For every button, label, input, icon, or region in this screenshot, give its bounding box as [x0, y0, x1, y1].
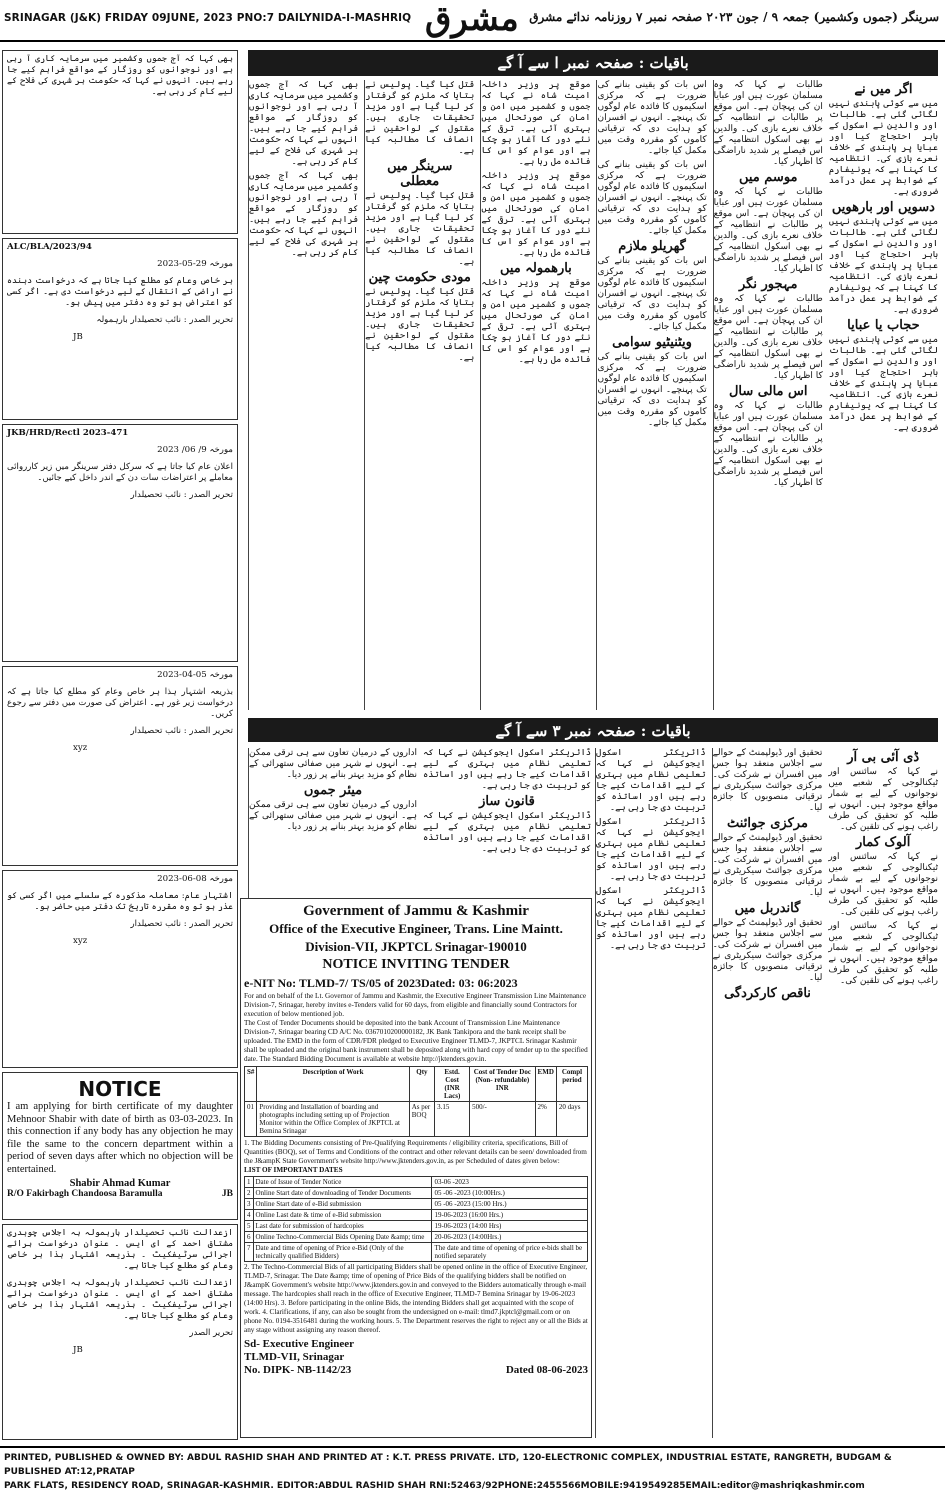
article-text: نے کہا کہ سائنس اور ٹیکنالوجی کے شعبے میں نوجوانوں کے لیے بے شمار مواقع موجود ہیں۔ انہوں نے طلبہ کو تحقیق کی طرف راغب ہونے کی تلقین کی۔	[828, 767, 938, 832]
tender-office-title: Office of the Executive Engineer, Trans. Line Maintt.	[269, 921, 563, 936]
article-text: ڈائریکٹر اسکول ایجوکیشن نے کہا کہ تعلیمی نظام میں بہتری کے لیے اقدامات کیے جا رہے ہیں اور اساتذہ کو تربیت دی جا رہی ہے۔	[423, 811, 591, 854]
article-heading: گاندربل میں	[734, 901, 801, 916]
english-notice	[2, 1072, 238, 1220]
table-cell: Online Start date of e-Bid submission	[253, 1199, 432, 1210]
article-column	[828, 748, 938, 1438]
notice-body: ازعدالت نائب تحصیلدار بارہمولہ بہ اجلاس چوہدری مشتاق احمد کے ای ایس ۔ عنوان درخواست برائے اجرائی سرٹیفکیٹ ۔ بذریعہ اشتہار ہذا ہر خاص وعام کو مطلع کیا جاتا ہے۔	[7, 1228, 233, 1271]
table-cell: As per BOQ	[409, 1102, 434, 1137]
table-header-cell: Qty	[409, 1067, 434, 1102]
notice-body: اعلان عام کیا جاتا ہے کہ سرکل دفتر سرینگر میں زیر کارروائی معاملے پر اعتراضات سات دن کے اندر داخل کیے جائیں۔	[7, 462, 233, 483]
article-text: طالبات نے کہا کہ وہ مسلمان عورت ہیں اور عبایا ان کی پہچان ہے۔ اس موقع پر طالبات نے انتظامیہ کے خلاف نعرے بازی کی۔ والدین نے بھی اسکول انتظامیہ کے اس فیصلے پر شدید ناراضگی کا اظہار کیا۔	[713, 80, 823, 167]
article-heading: بارھمولہ میں	[499, 261, 572, 276]
tender-notice	[240, 898, 592, 1438]
notice-sign: JB	[221, 1189, 233, 1199]
newspaper-masthead: مشرق	[425, 0, 519, 39]
notice-body: بذریعہ اشتہار ہذا ہر خاص وعام کو مطلع کیا جاتا ہے کہ درخواست زیر غور ہے۔ اعتراض کی صورت میں دفتر سے رجوع کریں۔	[7, 687, 233, 719]
continuation-banner-top: باقیات : صفحہ نمبر ا سے آ گے	[248, 50, 938, 76]
tender-enit-number: e-NIT No: TLMD-7/ TS/05 of 2023Dated: 03: 06:2023	[244, 976, 518, 990]
table-header-cell: EMD	[535, 1067, 556, 1102]
article-text: طالبات نے کہا کہ وہ مسلمان عورت ہیں اور عبایا ان کی پہچان ہے۔ اس موقع پر طالبات نے انتظامیہ کے خلاف نعرے بازی کی۔ والدین نے بھی اسکول انتظامیہ کے اس فیصلے پر شدید ناراضگی کا اظہار کیا۔	[713, 294, 823, 381]
table-header-cell: Cost of Tender Doc (Non- refundable) INR	[470, 1067, 535, 1102]
footer-line-1: PRINTED, PUBLISHED & OWNED BY: ABDUL RASHID SHAH AND PRINTED AT : K.T. PRESS PRIVATE. LTD, 120-ELECTRONIC COMPLEX, INDUSTRIAL ESTATE, RANGRETH, BUDGAM & PUBLISHED AT:12,PRATAP	[4, 1453, 892, 1477]
table-row	[245, 1221, 588, 1232]
article-heading: اس مالی سال	[728, 384, 808, 399]
notice-dated: مورخہ 05-04-2023	[157, 670, 233, 680]
article-text: قتل کیا گیا۔ پولیس نے بتایا کہ ملزم کو گرفتار کر لیا گیا ہے اور مزید تحقیقات جاری ہیں۔ مقتول کے لواحقین نے انصاف کا مطالبہ کیا ہے۔	[365, 191, 475, 267]
article-heading: گھریلو ملازم	[618, 239, 686, 254]
article-heading: موسم میں	[738, 170, 798, 185]
notice-box	[2, 1224, 238, 1440]
notice-dated: مورخہ 08-06-2023	[157, 874, 233, 884]
notice-body: اشتہار عام: معاملہ مذکورہ کے سلسلے میں اگر کسی کو عذر ہو تو وہ مقررہ تاریخ تک دفتر میں حاضر ہو۔	[7, 891, 233, 912]
header-date-line: SRINAGAR (J&K) FRIDAY 09JUNE, 2023 PNO:7 DAILYNIDA-I-MASHRIQ	[4, 12, 412, 24]
article-column	[248, 748, 417, 898]
article-heading: ڈی آئی بی آر	[847, 750, 920, 765]
mid-article-columns-left	[248, 748, 591, 898]
table-cell: Online Techno-Commercial Bids Opening Date &amp; time	[253, 1232, 432, 1243]
article-text: موقع پر وزیر داخلہ امیت شاہ نے کہا کہ جموں و کشمیر میں امن و امان کی صورتحال میں بہتری آئی ہے۔ ترقی کے نئے دور کا آغاز ہو چکا ہے اور عوام کو اس کا فائدہ مل رہا ہے۔	[481, 278, 591, 365]
notice-officer: تحریر الصدر : نائب تحصیلدار	[130, 490, 233, 500]
article-heading: مودی حکومت چین	[368, 270, 471, 285]
table-row	[245, 1210, 588, 1221]
article-text: میں سے کوئی پابندی نہیں لگائی گئی ہے۔ طالبات اور والدین نے اسکول کے باہر احتجاج کیا اور عبایا پر پابندی کے خلاف نعرے بازی کی۔ انتظامیہ کا کہنا ہے کہ یونیفارم کے ضوابط پر عمل درآمد ضروری ہے۔	[828, 99, 938, 197]
notice-dated: مورخہ 9/ 06/ 2023	[157, 445, 233, 455]
article-text: اس بات کو یقینی بنانے کی ضرورت ہے کہ مرکزی اسکیموں کا فائدہ عام لوگوں تک پہنچے۔ انہوں نے افسران کو ہدایت دی کہ ترقیاتی کاموں کو مقررہ وقت میں مکمل کیا جائے۔	[597, 80, 707, 156]
article-text: اس بات کو یقینی بنانے کی ضرورت ہے کہ مرکزی اسکیموں کا فائدہ عام لوگوں تک پہنچے۔ انہوں نے افسران کو ہدایت دی کہ ترقیاتی کاموں کو مقررہ وقت میں مکمل کیا جائے۔	[597, 160, 707, 236]
header-urdu-date-line: سرینگر (جموں وکشمیر) جمعہ ۹ / جون ۲۰۲۳ صفحہ نمبر ۷ روزنامہ ندائے مشرق	[529, 10, 939, 24]
table-row	[245, 1243, 588, 1262]
article-heading: میئر جموں	[303, 783, 363, 798]
article-column	[596, 80, 706, 710]
notice-address-line	[7, 1189, 233, 1199]
notice-body: I am applying for birth certificate of my daughter Mehnoor Shabir with date of birth as 03-03-2023. In this connection if any body has any objection he may file the same to the concern department within a period of seven days after which no objection will be entertained.	[7, 1101, 233, 1175]
table-cell: 4	[245, 1210, 254, 1221]
tender-ref-date: Dated 08-06-2023	[505, 1364, 588, 1376]
tender-dates-title: LIST OF IMPORTANT DATES	[244, 1166, 343, 1174]
tender-signatory-office: TLMD-VII, Srinagar	[244, 1351, 345, 1363]
notice-officer: تحریر الصدر	[189, 1328, 233, 1338]
article-text: ڈائریکٹر اسکول ایجوکیشن نے کہا کہ تعلیمی نظام میں بہتری کے لیے اقدامات کیے جا رہے ہیں اور اساتذہ کو تربیت دی جا رہی ہے۔	[423, 748, 591, 791]
notice-address: R/O Fakirbagh Chandoosa Baramulla	[7, 1189, 163, 1199]
article-text: بھی کہا کہ آج جموں وکشمیر میں سرمایہ کاری آ رہی ہے اور نوجوانوں کو روزگار کے مواقع فراہم کیے جا رہے ہیں۔ انہوں نے کہا کہ حکومت ہر شہری کی فلاح کے لیے کام کر رہی ہے۔	[248, 80, 359, 167]
article-heading: مرکزی جوائنٹ	[727, 816, 808, 831]
tender-para-2: 2. The Techno-Commercial Bids of all participating Bidders shall be opened online in the office of Executive Engineer, TLMD-7, Srinagar. The Date &amp; time of opening of Price Bids of the qualifying bidders shall be notified on J&ampK Government's website http://www.jktenders.gov.in and conveyed to the Bidders automatically through e-mail message. The hardcopies shall reach in the office of Executive Engineer, TLMD-7 Bemina Srinagar by 19-06-2023 (14:00 Hrs). 3. Before participating in the online Bids, the intending Bidders shall get acquainted with the scope of work. 4. Clarifications, if any, can also be sought from the undersigned on e-mail: tlmd7.jkptcl@gmail.com or on phone No. 0194-3516481 during the working hours. 5. The Department reserves the right to reject any or all the Bids at any stage without assigning any reason thereof.	[244, 1263, 588, 1334]
article-text: طالبات نے کہا کہ وہ مسلمان عورت ہیں اور عبایا ان کی پہچان ہے۔ اس موقع پر طالبات نے انتظامیہ کے خلاف نعرے بازی کی۔ والدین نے بھی اسکول انتظامیہ کے اس فیصلے پر شدید ناراضگی کا اظہار کیا۔	[713, 401, 823, 488]
table-cell: 19-06-2023 (14:00 Hrs)	[432, 1221, 588, 1232]
tender-dates-table	[244, 1176, 588, 1262]
notice-box	[2, 424, 238, 662]
table-header-cell: Estd. Cost (INR Lacs)	[435, 1067, 470, 1102]
page-footer	[0, 1446, 945, 1491]
notice-ref: ALC/BLA/2023/94	[7, 242, 92, 252]
table-cell: 3	[245, 1199, 254, 1210]
table-cell: 1	[245, 1177, 254, 1188]
tender-signatory: Sd- Executive Engineer	[244, 1338, 354, 1350]
table-row	[245, 1232, 588, 1243]
table-cell: 20 days	[556, 1102, 587, 1137]
table-cell: Last date for submission of hardcopies	[253, 1221, 432, 1232]
article-heading: حجاب یا عبایا	[847, 318, 920, 333]
article-text: موقع پر وزیر داخلہ امیت شاہ نے کہا کہ جموں و کشمیر میں امن و امان کی صورتحال میں بہتری آئی ہے۔ ترقی کے نئے دور کا آغاز ہو چکا ہے اور عوام کو اس کا فائدہ مل رہا ہے۔	[481, 171, 591, 258]
notice-sign: JB	[73, 1345, 83, 1355]
article-column	[829, 80, 938, 710]
article-text: تحقیق اور ڈیولپمنٹ کے حوالے سے اجلاس منعقد ہوا جس میں افسران نے شرکت کی۔ مرکزی جوائنٹ سیکریٹری نے ترقیاتی منصوبوں کا جائزہ لیا۔	[712, 918, 823, 983]
article-heading: ویٹنیٹیو سوامی	[612, 335, 692, 350]
table-header-row	[245, 1067, 588, 1102]
article-column	[480, 80, 590, 710]
mid-article-columns	[595, 748, 938, 1438]
table-row	[245, 1177, 588, 1188]
tender-signature-block	[244, 1338, 588, 1377]
article-text: ڈائریکٹر اسکول ایجوکیشن نے کہا کہ تعلیمی نظام میں بہتری کے لیے اقدامات کیے جا رہے ہیں اور اساتذہ کو تربیت دی جا رہی ہے۔	[595, 886, 706, 951]
table-cell: Providing and Installation of boarding and photographs including setting up of Projection Monitor within the Office Complex of JKPTCL at Bemina Srinagar	[257, 1102, 409, 1137]
notice-box	[2, 50, 238, 234]
article-heading: مہجور نگر	[739, 277, 798, 292]
notice-officer: تحریر الصدر : نائب تحصیلدار	[130, 919, 233, 929]
article-text: میں سے کوئی پابندی نہیں لگائی گئی ہے۔ طالبات اور والدین نے اسکول کے باہر احتجاج کیا اور عبایا پر پابندی کے خلاف نعرے بازی کی۔ انتظامیہ کا کہنا ہے کہ یونیفارم کے ضوابط پر عمل درآمد ضروری ہے۔	[828, 217, 938, 315]
tender-intro: For and on behalf of the Lt. Governor of Jammu and Kashmir, the Executive Engineer Transmission Line Maintenance Division-7, Srinagar, hereby invites e-Tenders valid for 60 days, from eligible and financially sound Contractors for execution of below mentioned job.	[244, 992, 587, 1018]
article-column	[248, 80, 358, 710]
table-cell: Online Last date & time of e-Bid submission	[253, 1210, 432, 1221]
article-column	[713, 80, 823, 710]
table-header-cell: Description of Work	[257, 1067, 409, 1102]
tender-notice-title: NOTICE INVITING TENDER	[322, 957, 510, 972]
article-heading: قانون ساز	[479, 794, 535, 809]
notice-box	[2, 870, 238, 1068]
article-text: اداروں کے درمیان تعاون سے ہی ترقی ممکن ہے۔ انہوں نے شہر میں صفائی ستھرائی کے نظام کو مزید بہتر بنانے پر زور دیا۔	[249, 800, 417, 832]
notice-title: NOTICE	[78, 1077, 162, 1101]
table-row	[245, 1188, 588, 1199]
table-cell: 19-06-2023 (16:00 Hrs.)	[432, 1210, 588, 1221]
article-text: ڈائریکٹر اسکول ایجوکیشن نے کہا کہ تعلیمی نظام میں بہتری کے لیے اقدامات کیے جا رہے ہیں اور اساتذہ کو تربیت دی جا رہی ہے۔	[595, 817, 706, 882]
tender-ref-line	[244, 1364, 588, 1377]
table-cell: 2	[245, 1188, 254, 1199]
tender-ref-number: No. DIPK- NB-1142/23	[244, 1364, 352, 1376]
table-cell: 6	[245, 1232, 254, 1243]
table-cell: 01	[245, 1102, 257, 1137]
article-text: اداروں کے درمیان تعاون سے ہی ترقی ممکن ہے۔ انہوں نے شہر میں صفائی ستھرائی کے نظام کو مزید بہتر بنانے پر زور دیا۔	[249, 748, 417, 780]
table-cell: Date and time of opening of Price e-Bid (Only of the technically qualified Bidders)	[253, 1243, 432, 1262]
table-cell: 05 -06 -2023 (15:00 Hrs.)	[432, 1199, 588, 1210]
top-article-columns	[248, 80, 938, 710]
table-cell: 03-06 -2023	[432, 1177, 588, 1188]
table-cell: Date of Issue of Tender Notice	[253, 1177, 432, 1188]
article-text: موقع پر وزیر داخلہ امیت شاہ نے کہا کہ جموں و کشمیر میں امن و امان کی صورتحال میں بہتری آئی ہے۔ ترقی کے نئے دور کا آغاز ہو چکا ہے اور عوام کو اس کا فائدہ مل رہا ہے۔	[481, 80, 591, 167]
table-cell: 20-06-2023 (14:00Hrs.)	[432, 1232, 588, 1243]
article-text: ڈائریکٹر اسکول ایجوکیشن نے کہا کہ تعلیمی نظام میں بہتری کے لیے اقدامات کیے جا رہے ہیں اور اساتذہ کو تربیت دی جا رہی ہے۔	[595, 748, 706, 813]
table-cell: 05 -06 -2023 (10:00Hrs.)	[432, 1188, 588, 1199]
article-text: نے کہا کہ سائنس اور ٹیکنالوجی کے شعبے میں نوجوانوں کے لیے بے شمار مواقع موجود ہیں۔ انہوں نے طلبہ کو تحقیق کی طرف راغب ہونے کی تلقین کی۔	[828, 852, 938, 917]
article-text: اس بات کو یقینی بنانے کی ضرورت ہے کہ مرکزی اسکیموں کا فائدہ عام لوگوں تک پہنچے۔ انہوں نے افسران کو ہدایت دی کہ ترقیاتی کاموں کو مقررہ وقت میں مکمل کیا جائے۔	[597, 352, 707, 428]
tender-cost-note: The Cost of Tender Documents should be deposited into the bank Account of Transmission Line Maintenance Division-7, Srinagar bearing CD A/C No. 0367010200000182, JK Bank Tankipora and the bank receipt shall be uploaded. The EMD in the form of CDR/FDR pledged to Executive Engineer TLMD-7, JKPTCL Srinagar Kashmir shall be uploaded and the original bank instrument shall be deposited along with hard copy of tender up to the specified date. The Standard Bidding Document is available at website http://jktenders.gov.in.	[244, 1019, 588, 1063]
notice-applicant-name: Shabir Ahmad Kumar	[69, 1178, 171, 1189]
article-text: نے کہا کہ سائنس اور ٹیکنالوجی کے شعبے میں نوجوانوں کے لیے بے شمار مواقع موجود ہیں۔ انہوں نے طلبہ کو تحقیق کی طرف راغب ہونے کی تلقین کی۔	[828, 921, 938, 986]
table-cell: 7	[245, 1243, 254, 1262]
article-column	[364, 80, 474, 710]
tender-work-table	[244, 1066, 588, 1137]
notice-sign: xyz	[73, 936, 88, 946]
table-row	[245, 1102, 588, 1137]
table-cell: 2%	[535, 1102, 556, 1137]
article-column	[712, 748, 823, 1438]
notice-officer: تحریر الصدر : نائب تحصیلدار	[130, 726, 233, 736]
table-cell: 5	[245, 1221, 254, 1232]
footer-line-2: PARK FLATS, RESIDENCY ROAD, SRINAGAR-KASHMIR. EDITOR:ABDUL RASHID SHAH RNI:52463/92PHONE:2455566MOBILE:9419549285EMAIL:editor@mashriqkashmir.com	[4, 1481, 865, 1491]
article-text: قتل کیا گیا۔ پولیس نے بتایا کہ ملزم کو گرفتار کر لیا گیا ہے اور مزید تحقیقات جاری ہیں۔ مقتول کے لواحقین نے انصاف کا مطالبہ کیا ہے۔	[365, 287, 475, 363]
article-text: طالبات نے کہا کہ وہ مسلمان عورت ہیں اور عبایا ان کی پہچان ہے۔ اس موقع پر طالبات نے انتظامیہ کے خلاف نعرے بازی کی۔ والدین نے بھی اسکول انتظامیہ کے اس فیصلے پر شدید ناراضگی کا اظہار کیا۔	[713, 187, 823, 274]
notice-sign: JB	[73, 332, 83, 342]
notice-dated: مورخہ 29-05-2023	[157, 259, 233, 269]
article-text: تحقیق اور ڈیولپمنٹ کے حوالے سے اجلاس منعقد ہوا جس میں افسران نے شرکت کی۔ مرکزی جوائنٹ سیکریٹری نے ترقیاتی منصوبوں کا جائزہ لیا۔	[712, 833, 823, 898]
table-header-cell: Compl period	[556, 1067, 587, 1102]
notice-body: ہر خاص وعام کو مطلع کیا جاتا ہے کہ درخواست دہندہ نے اراضی کے انتقال کے لیے درخواست دی ہے۔ اگر کسی کو اعتراض ہو تو وہ دفتر میں پیش ہو۔	[7, 276, 233, 308]
article-text: میں سے کوئی پابندی نہیں لگائی گئی ہے۔ طالبات اور والدین نے اسکول کے باہر احتجاج کیا اور عبایا پر پابندی کے خلاف نعرے بازی کی۔ انتظامیہ کا کہنا ہے کہ یونیفارم کے ضوابط پر عمل درآمد ضروری ہے۔	[828, 335, 938, 433]
notice-body: بھی کہا کہ آج جموں وکشمیر میں سرمایہ کاری آ رہی ہے اور نوجوانوں کو روزگار کے مواقع فراہم کیے جا رہے ہیں۔ انہوں نے کہا کہ حکومت ہر شہری کی فلاح کے لیے کام کر رہی ہے۔	[7, 54, 233, 97]
table-cell: 500/-	[470, 1102, 535, 1137]
article-heading: ناقص کارکردگی	[724, 986, 811, 1001]
article-heading: اگر میں نے	[854, 82, 913, 97]
article-column	[595, 748, 706, 1438]
table-row	[245, 1199, 588, 1210]
notice-box	[2, 666, 238, 866]
article-text: اس بات کو یقینی بنانے کی ضرورت ہے کہ مرکزی اسکیموں کا فائدہ عام لوگوں تک پہنچے۔ انہوں نے افسران کو ہدایت دی کہ ترقیاتی کاموں کو مقررہ وقت میں مکمل کیا جائے۔	[597, 256, 707, 332]
notice-sign: xyz	[73, 743, 88, 753]
table-cell: Online Start date of downloading of Tender Documents	[253, 1188, 432, 1199]
article-heading: معطلی	[400, 174, 440, 189]
article-column	[423, 748, 591, 898]
tender-para-1: 1. The Bidding Documents consisting of Pre-Qualifying Requirements / eligibility criteria, specifications, Bill of Quantities (BOQ), set of Terms and Conditions of the contract and other relevant details can be seen/ downloaded from the J&ampK State Government's website http://www.jktenders.gov.in, as per Scheduled of dates given below:	[244, 1139, 587, 1165]
article-text: قتل کیا گیا۔ پولیس نے بتایا کہ ملزم کو گرفتار کر لیا گیا ہے اور مزید تحقیقات جاری ہیں۔ مقتول کے لواحقین نے انصاف کا مطالبہ کیا ہے۔	[365, 80, 475, 156]
notice-ref: JKB/HRD/Rectl 2023-471	[7, 428, 129, 438]
notice-officer: تحریر الصدر : نائب تحصیلدار بارہمولہ	[96, 315, 233, 325]
notice-body: ازعدالت نائب تحصیلدار بارہمولہ بہ اجلاس چوہدری مشتاق احمد کے ای ایس ۔ عنوان درخواست برائے اجرائی سرٹیفکیٹ ۔ بذریعہ اشتہار ہذا ہر خاص وعام کو مطلع کیا جاتا ہے۔	[7, 1278, 233, 1321]
table-cell: 3.15	[435, 1102, 470, 1137]
tender-division-title: Division-VII, JKPTCL Srinagar-190010	[305, 939, 527, 954]
article-heading: دسویں اور بارھویں	[831, 200, 935, 215]
article-heading: سرینگر میں	[387, 159, 453, 174]
notice-box	[2, 238, 238, 420]
table-header-cell: S#	[245, 1067, 257, 1102]
tender-govt-title: Government of Jammu & Kashmir	[303, 903, 529, 919]
article-heading: آلوک کمار	[855, 835, 911, 850]
page-header	[0, 0, 945, 42]
continuation-banner-mid: باقیات : صفحہ نمبر ۳ سے آ گے	[248, 718, 938, 742]
article-text: تحقیق اور ڈیولپمنٹ کے حوالے سے اجلاس منعقد ہوا جس میں افسران نے شرکت کی۔ مرکزی جوائنٹ سیکریٹری نے ترقیاتی منصوبوں کا جائزہ لیا۔	[712, 748, 823, 813]
table-cell: The date and time of opening of price e-bids shall be notified separately	[432, 1243, 588, 1262]
article-text: بھی کہا کہ آج جموں وکشمیر میں سرمایہ کاری آ رہی ہے اور نوجوانوں کو روزگار کے مواقع فراہم کیے جا رہے ہیں۔ انہوں نے کہا کہ حکومت ہر شہری کی فلاح کے لیے کام کر رہی ہے۔	[248, 171, 359, 258]
